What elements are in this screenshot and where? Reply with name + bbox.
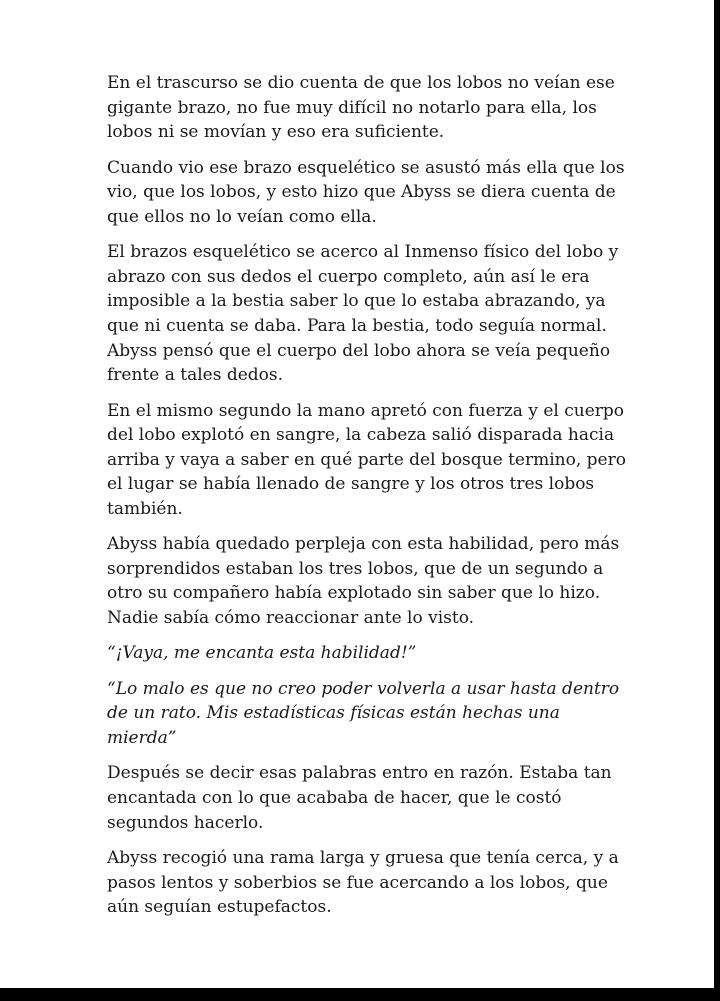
paragraph-1: En el trascurso se dio cuenta de que los lobos no veían ese gigante brazo, no fue muy difícil no notarlo para ella, los lobos ni se movían y eso era suficiente. — [107, 73, 615, 143]
paragraph-6: Después se decir esas palabras entro en razón. Estaba tan encantada con lo que acababa de hacer, que le costó segundos hacerlo. — [107, 763, 612, 833]
paragraph-3: El brazos esquelético se acerco al Inmenso físico del lobo y abrazo con sus dedos el cuerpo completo, aún así le era imposible a la bestia saber lo que lo estaba abrazando, ya que ni cuenta se daba. Para la bestia, todo seguía normal. Abyss pensó que el cuerpo del lobo ahora se veía pequeño frente a tales dedos. — [107, 242, 619, 386]
paragraph-5: Abyss había quedado perpleja con esta habilidad, pero más sorprendidos estaban los tres lobos, que de un segundo a otro su compañero había explotado sin saber que lo hizo. Nadie sabía cómo reaccionar ante lo visto. — [107, 534, 620, 629]
dialogue-line-1: “¡Vaya, me encanta esta habilidad!” — [107, 643, 417, 664]
dialogue-line-2: “Lo malo es que no creo poder volverla a usar hasta dentro de un rato. Mis estadísticas físicas están hechas una mierda” — [107, 678, 620, 749]
document-body — [107, 71, 627, 931]
screen-edge-right — [714, 0, 720, 1001]
screen-edge-bottom — [0, 988, 720, 1001]
paragraph-7: Abyss recogió una rama larga y gruesa que tenía cerca, y a pasos lentos y soberbios se fue acercando a los lobos, que aún seguían estupefactos. — [107, 848, 619, 918]
paragraph-4: En el mismo segundo la mano apretó con fuerza y el cuerpo del lobo explotó en sangre, la cabeza salió disparada hacia arriba y vaya a saber en qué parte del bosque termino, pero el lugar se había llenado de sangre y los otros tres lobos también. — [107, 400, 626, 519]
paragraph-2: Cuando vio ese brazo esquelético se asustó más ella que los vio, que los lobos, y esto hizo que Abyss se diera cuenta de que ellos no lo veían como ella. — [107, 157, 625, 227]
